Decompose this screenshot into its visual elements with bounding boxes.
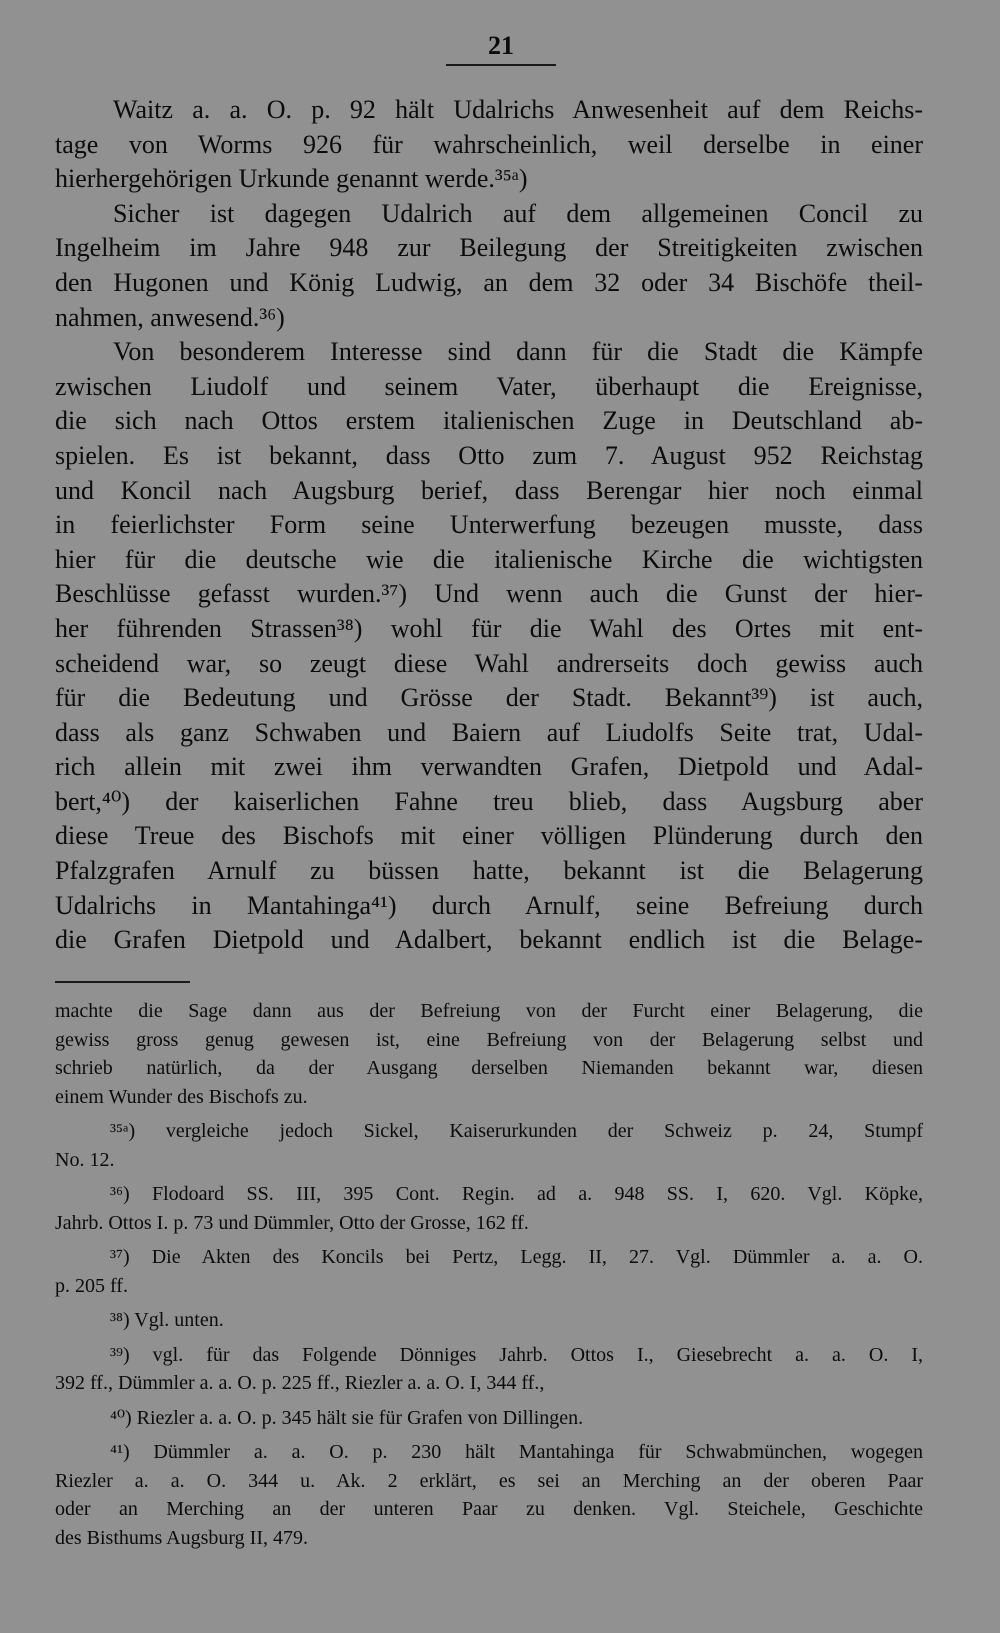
body-text-line: Pfalzgrafen Arnulf zu büssen hatte, bekannt ist die Belagerung bbox=[55, 856, 923, 886]
body-text-line: für die Bedeutung und Grösse der Stadt. Bekannt³⁹) ist auch, bbox=[55, 683, 923, 713]
footnote-line: einem Wunder des Bischofs zu. bbox=[55, 1085, 308, 1108]
body-text-line: hier für die deutsche wie die italienische Kirche die wichtigsten bbox=[55, 544, 923, 574]
page-number-rule bbox=[446, 64, 556, 66]
body-text-line: und Koncil nach Augsburg berief, dass Berengar hier noch einmal bbox=[55, 475, 923, 505]
footnote-line: oder an Merching an der unteren Paar zu denken. Vgl. Steichele, Geschichte bbox=[55, 1498, 923, 1520]
footnote-line: 392 ff., Dümmler a. a. O. p. 225 ff., Riezler a. a. O. I, 344 ff., bbox=[55, 1372, 545, 1394]
footnote-line: ⁴¹) Dümmler a. a. O. p. 230 hält Mantahinga für Schwabmünchen, wogegen bbox=[110, 1441, 923, 1463]
body-text-line: Beschlüsse gefasst wurden.³⁷) Und wenn auch die Gunst der hier- bbox=[55, 579, 923, 609]
body-text-line: dass als ganz Schwaben und Baiern auf Liudolfs Seite trat, Udal- bbox=[55, 717, 923, 747]
footnote-line: schrieb natürlich, da der Ausgang derselben Niemanden bekannt war, diesen bbox=[55, 1057, 923, 1079]
body-text-line: her führenden Strassen³⁸) wohl für die Wahl des Ortes mit ent- bbox=[55, 613, 923, 643]
body-text-line: die sich nach Ottos erstem italienischen Zuge in Deutschland ab- bbox=[55, 406, 923, 436]
body-text-line: die Grafen Dietpold und Adalbert, bekannt endlich ist die Belage- bbox=[55, 925, 923, 955]
body-text-line: rich allein mit zwei ihm verwandten Grafen, Dietpold und Adal- bbox=[55, 752, 923, 782]
footnote-line: machte die Sage dann aus der Befreiung von der Furcht einer Belagerung, die bbox=[55, 1000, 923, 1022]
footnotes-block bbox=[55, 997, 923, 1552]
body-text-line: Udalrichs in Mantahinga⁴¹) durch Arnulf, seine Befreiung durch bbox=[55, 890, 923, 920]
body-text-line: hierhergehörigen Urkunde genannt werde.³⁵ᵃ) bbox=[55, 164, 528, 194]
footnote-line: ³⁸) Vgl. unten. bbox=[110, 1309, 224, 1331]
body-text-line: nahmen, anwesend.³⁶) bbox=[55, 302, 285, 332]
footnote-line: p. 205 ff. bbox=[55, 1274, 128, 1297]
body-text-line: spielen. Es ist bekannt, dass Otto zum 7. August 952 Reichstag bbox=[55, 440, 923, 470]
main-text-block bbox=[55, 93, 923, 958]
body-text-line: zwischen Liudolf und seinem Vater, überhaupt die Ereignisse, bbox=[55, 371, 923, 401]
footnote-line: ³⁵ᵃ) vergleiche jedoch Sickel, Kaiserurkunden der Schweiz p. 24, Stumpf bbox=[110, 1120, 923, 1142]
body-text-line: bert,⁴⁰) der kaiserlichen Fahne treu blieb, dass Augsburg aber bbox=[55, 786, 923, 816]
footnote-line: ³⁷) Die Akten des Koncils bei Pertz, Legg. II, 27. Vgl. Dümmler a. a. O. bbox=[110, 1246, 923, 1268]
body-text-line: diese Treue des Bischofs mit einer völligen Plünderung durch den bbox=[55, 821, 923, 851]
footnote-line: ⁴⁰) Riezler a. a. O. p. 345 hält sie für Grafen von Dillingen. bbox=[110, 1406, 584, 1429]
footnote-line: ³⁶) Flodoard SS. III, 395 Cont. Regin. ad a. 948 SS. I, 620. Vgl. Köpke, bbox=[110, 1183, 923, 1205]
body-text-line: tage von Worms 926 für wahrscheinlich, weil derselbe in einer bbox=[55, 129, 923, 159]
body-text-line: den Hugonen und König Ludwig, an dem 32 oder 34 Bischöfe theil- bbox=[55, 267, 923, 297]
footnote-line: des Bisthums Augsburg II, 479. bbox=[55, 1526, 308, 1549]
footnote-line: Riezler a. a. O. 344 u. Ak. 2 erklärt, es sei an Merching an der oberen Paar bbox=[55, 1469, 923, 1492]
body-text-line: Sicher ist dagegen Udalrich auf dem allgemeinen Concil zu bbox=[113, 198, 923, 228]
footnote-line: Jahrb. Ottos I. p. 73 und Dümmler, Otto der Grosse, 162 ff. bbox=[55, 1211, 529, 1234]
footnote-separator bbox=[55, 981, 190, 983]
footnote-line: gewiss gross genug gewesen ist, eine Befreiung von der Belagerung selbst und bbox=[55, 1028, 923, 1051]
body-text-line: Von besonderem Interesse sind dann für die Stadt die Kämpfe bbox=[113, 337, 923, 367]
footnote-line: No. 12. bbox=[55, 1148, 115, 1171]
body-text-line: Ingelheim im Jahre 948 zur Beilegung der Streitigkeiten zwischen bbox=[55, 233, 923, 263]
footnote-line: ³⁹) vgl. für das Folgende Dönniges Jahrb. Ottos I., Giesebrecht a. a. O. I, bbox=[110, 1343, 923, 1366]
body-text-line: in feierlichster Form seine Unterwerfung bezeugen musste, dass bbox=[55, 510, 923, 540]
body-text-line: Waitz a. a. O. p. 92 hält Udalrichs Anwesenheit auf dem Reichs- bbox=[113, 95, 923, 124]
page-number: 21 bbox=[488, 31, 514, 60]
body-text-line: scheidend war, so zeugt diese Wahl andrerseits doch gewiss auch bbox=[55, 648, 923, 678]
